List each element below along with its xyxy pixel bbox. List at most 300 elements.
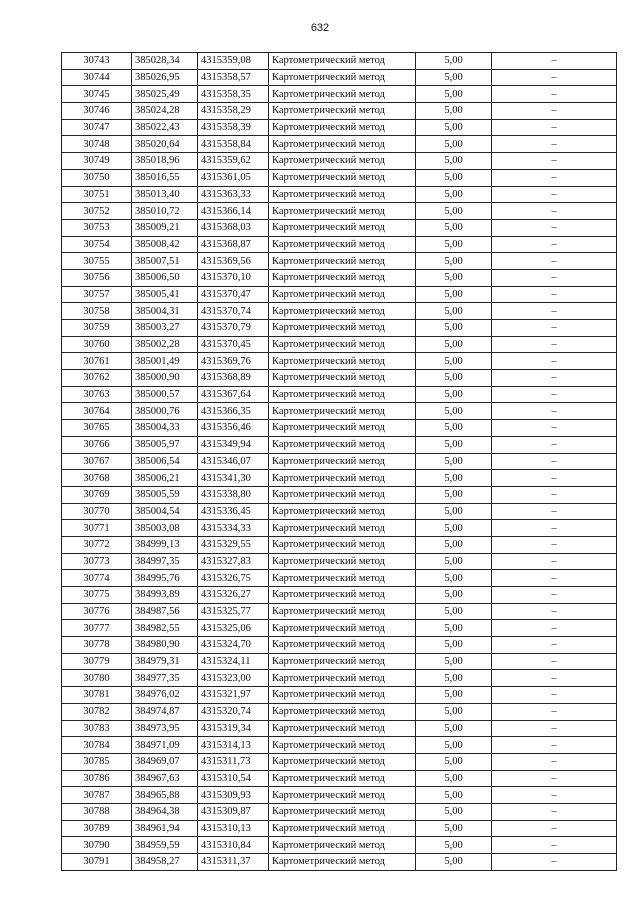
accuracy-cell: 5,00 [416, 503, 492, 520]
method-cell: Картометрический метод [269, 587, 416, 604]
y-coordinate-cell: 4315327,83 [198, 553, 269, 570]
y-coordinate-cell: 4315309,93 [198, 787, 269, 804]
method-cell: Картометрический метод [269, 453, 416, 470]
accuracy-cell: 5,00 [416, 86, 492, 103]
y-coordinate-cell: 4315368,89 [198, 370, 269, 387]
accuracy-cell: 5,00 [416, 136, 492, 153]
x-coordinate-cell: 385004,54 [132, 503, 198, 520]
accuracy-cell: 5,00 [416, 787, 492, 804]
point-number-cell: 30780 [62, 670, 132, 687]
x-coordinate-cell: 384974,87 [132, 703, 198, 720]
accuracy-cell: 5,00 [416, 169, 492, 186]
y-coordinate-cell: 4315309,87 [198, 803, 269, 820]
accuracy-cell: 5,00 [416, 687, 492, 704]
point-number-cell: 30761 [62, 353, 132, 370]
method-cell: Картометрический метод [269, 403, 416, 420]
note-cell: – [492, 503, 617, 520]
point-number-cell: 30787 [62, 787, 132, 804]
x-coordinate-cell: 385004,31 [132, 303, 198, 320]
x-coordinate-cell: 385004,33 [132, 420, 198, 437]
table-row [62, 69, 617, 86]
y-coordinate-cell: 4315325,77 [198, 603, 269, 620]
method-cell: Картометрический метод [269, 703, 416, 720]
note-cell: – [492, 119, 617, 136]
method-cell: Картометрический метод [269, 219, 416, 236]
x-coordinate-cell: 384982,55 [132, 620, 198, 637]
y-coordinate-cell: 4315358,84 [198, 136, 269, 153]
note-cell: – [492, 787, 617, 804]
accuracy-cell: 5,00 [416, 570, 492, 587]
table-row [62, 570, 617, 587]
y-coordinate-cell: 4315321,97 [198, 687, 269, 704]
point-number-cell: 30767 [62, 453, 132, 470]
y-coordinate-cell: 4315366,14 [198, 203, 269, 220]
point-number-cell: 30752 [62, 203, 132, 220]
y-coordinate-cell: 4315320,74 [198, 703, 269, 720]
table-row [62, 386, 617, 403]
note-cell: – [492, 803, 617, 820]
note-cell: – [492, 587, 617, 604]
point-number-cell: 30784 [62, 737, 132, 754]
table-row [62, 153, 617, 170]
accuracy-cell: 5,00 [416, 820, 492, 837]
x-coordinate-cell: 384976,02 [132, 687, 198, 704]
table-row [62, 453, 617, 470]
table-row [62, 86, 617, 103]
accuracy-cell: 5,00 [416, 69, 492, 86]
method-cell: Картометрический метод [269, 186, 416, 203]
y-coordinate-cell: 4315370,47 [198, 286, 269, 303]
coordinates-table [61, 52, 617, 871]
accuracy-cell: 5,00 [416, 119, 492, 136]
note-cell: – [492, 737, 617, 754]
method-cell: Картометрический метод [269, 420, 416, 437]
accuracy-cell: 5,00 [416, 703, 492, 720]
accuracy-cell: 5,00 [416, 370, 492, 387]
x-coordinate-cell: 384979,31 [132, 653, 198, 670]
method-cell: Картометрический метод [269, 737, 416, 754]
table-row [62, 770, 617, 787]
note-cell: – [492, 103, 617, 120]
note-cell: – [492, 236, 617, 253]
point-number-cell: 30747 [62, 119, 132, 136]
method-cell: Картометрический метод [269, 253, 416, 270]
x-coordinate-cell: 385009,21 [132, 219, 198, 236]
x-coordinate-cell: 385003,08 [132, 520, 198, 537]
point-number-cell: 30744 [62, 69, 132, 86]
note-cell: – [492, 653, 617, 670]
table-row [62, 803, 617, 820]
method-cell: Картометрический метод [269, 687, 416, 704]
table-row [62, 670, 617, 687]
x-coordinate-cell: 384987,56 [132, 603, 198, 620]
y-coordinate-cell: 4315370,10 [198, 269, 269, 286]
table-row [62, 520, 617, 537]
point-number-cell: 30743 [62, 53, 132, 70]
y-coordinate-cell: 4315326,75 [198, 570, 269, 587]
point-number-cell: 30755 [62, 253, 132, 270]
table-row [62, 637, 617, 654]
y-coordinate-cell: 4315341,30 [198, 470, 269, 487]
method-cell: Картометрический метод [269, 520, 416, 537]
point-number-cell: 30751 [62, 186, 132, 203]
accuracy-cell: 5,00 [416, 303, 492, 320]
table-row [62, 536, 617, 553]
note-cell: – [492, 186, 617, 203]
point-number-cell: 30745 [62, 86, 132, 103]
y-coordinate-cell: 4315368,03 [198, 219, 269, 236]
method-cell: Картометрический метод [269, 320, 416, 337]
table-row [62, 303, 617, 320]
method-cell: Картометрический метод [269, 69, 416, 86]
x-coordinate-cell: 385005,41 [132, 286, 198, 303]
note-cell: – [492, 603, 617, 620]
accuracy-cell: 5,00 [416, 436, 492, 453]
note-cell: – [492, 320, 617, 337]
accuracy-cell: 5,00 [416, 103, 492, 120]
x-coordinate-cell: 384999,13 [132, 536, 198, 553]
note-cell: – [492, 403, 617, 420]
y-coordinate-cell: 4315323,00 [198, 670, 269, 687]
point-number-cell: 30763 [62, 386, 132, 403]
point-number-cell: 30765 [62, 420, 132, 437]
method-cell: Картометрический метод [269, 470, 416, 487]
point-number-cell: 30782 [62, 703, 132, 720]
note-cell: – [492, 770, 617, 787]
accuracy-cell: 5,00 [416, 837, 492, 854]
y-coordinate-cell: 4315359,62 [198, 153, 269, 170]
note-cell: – [492, 386, 617, 403]
y-coordinate-cell: 4315358,29 [198, 103, 269, 120]
note-cell: – [492, 153, 617, 170]
table-row [62, 620, 617, 637]
x-coordinate-cell: 385010,72 [132, 203, 198, 220]
point-number-cell: 30753 [62, 219, 132, 236]
method-cell: Картометрический метод [269, 303, 416, 320]
table-row [62, 320, 617, 337]
table-row [62, 119, 617, 136]
y-coordinate-cell: 4315334,33 [198, 520, 269, 537]
point-number-cell: 30783 [62, 720, 132, 737]
method-cell: Картометрический метод [269, 787, 416, 804]
method-cell: Картометрический метод [269, 503, 416, 520]
method-cell: Картометрический метод [269, 119, 416, 136]
method-cell: Картометрический метод [269, 653, 416, 670]
method-cell: Картометрический метод [269, 770, 416, 787]
x-coordinate-cell: 385006,21 [132, 470, 198, 487]
accuracy-cell: 5,00 [416, 553, 492, 570]
x-coordinate-cell: 385006,50 [132, 269, 198, 286]
y-coordinate-cell: 4315370,79 [198, 320, 269, 337]
method-cell: Картометрический метод [269, 203, 416, 220]
x-coordinate-cell: 384965,88 [132, 787, 198, 804]
point-number-cell: 30748 [62, 136, 132, 153]
x-coordinate-cell: 385000,57 [132, 386, 198, 403]
x-coordinate-cell: 385022,43 [132, 119, 198, 136]
note-cell: – [492, 453, 617, 470]
point-number-cell: 30759 [62, 320, 132, 337]
note-cell: – [492, 720, 617, 737]
note-cell: – [492, 286, 617, 303]
y-coordinate-cell: 4315325,06 [198, 620, 269, 637]
y-coordinate-cell: 4315367,64 [198, 386, 269, 403]
x-coordinate-cell: 385020,64 [132, 136, 198, 153]
y-coordinate-cell: 4315324,11 [198, 653, 269, 670]
y-coordinate-cell: 4315319,34 [198, 720, 269, 737]
x-coordinate-cell: 384964,38 [132, 803, 198, 820]
table-row [62, 720, 617, 737]
table-row [62, 353, 617, 370]
accuracy-cell: 5,00 [416, 486, 492, 503]
point-number-cell: 30749 [62, 153, 132, 170]
accuracy-cell: 5,00 [416, 53, 492, 70]
y-coordinate-cell: 4315368,87 [198, 236, 269, 253]
accuracy-cell: 5,00 [416, 386, 492, 403]
table-body [62, 53, 617, 871]
point-number-cell: 30775 [62, 587, 132, 604]
table-row [62, 587, 617, 604]
accuracy-cell: 5,00 [416, 520, 492, 537]
y-coordinate-cell: 4315326,27 [198, 587, 269, 604]
table-row [62, 553, 617, 570]
point-number-cell: 30790 [62, 837, 132, 854]
point-number-cell: 30750 [62, 169, 132, 186]
point-number-cell: 30769 [62, 486, 132, 503]
note-cell: – [492, 620, 617, 637]
accuracy-cell: 5,00 [416, 420, 492, 437]
accuracy-cell: 5,00 [416, 253, 492, 270]
note-cell: – [492, 854, 617, 871]
method-cell: Картометрический метод [269, 803, 416, 820]
table-row [62, 236, 617, 253]
method-cell: Картометрический метод [269, 236, 416, 253]
method-cell: Картометрический метод [269, 169, 416, 186]
table-row [62, 820, 617, 837]
accuracy-cell: 5,00 [416, 269, 492, 286]
table-row [62, 136, 617, 153]
point-number-cell: 30773 [62, 553, 132, 570]
accuracy-cell: 5,00 [416, 286, 492, 303]
x-coordinate-cell: 385028,34 [132, 53, 198, 70]
table-row [62, 854, 617, 871]
y-coordinate-cell: 4315346,07 [198, 453, 269, 470]
note-cell: – [492, 203, 617, 220]
x-coordinate-cell: 384977,35 [132, 670, 198, 687]
point-number-cell: 30770 [62, 503, 132, 520]
method-cell: Картометрический метод [269, 837, 416, 854]
y-coordinate-cell: 4315349,94 [198, 436, 269, 453]
note-cell: – [492, 486, 617, 503]
table-row [62, 653, 617, 670]
note-cell: – [492, 169, 617, 186]
point-number-cell: 30771 [62, 520, 132, 537]
table-row [62, 269, 617, 286]
table-row [62, 503, 617, 520]
method-cell: Картометрический метод [269, 286, 416, 303]
point-number-cell: 30757 [62, 286, 132, 303]
accuracy-cell: 5,00 [416, 670, 492, 687]
point-number-cell: 30789 [62, 820, 132, 837]
note-cell: – [492, 536, 617, 553]
accuracy-cell: 5,00 [416, 536, 492, 553]
note-cell: – [492, 69, 617, 86]
table-row [62, 203, 617, 220]
method-cell: Картометрический метод [269, 570, 416, 587]
x-coordinate-cell: 385006,54 [132, 453, 198, 470]
method-cell: Картометрический метод [269, 353, 416, 370]
y-coordinate-cell: 4315310,84 [198, 837, 269, 854]
y-coordinate-cell: 4315358,35 [198, 86, 269, 103]
page-number: 632 [310, 22, 330, 34]
method-cell: Картометрический метод [269, 436, 416, 453]
table-row [62, 253, 617, 270]
note-cell: – [492, 753, 617, 770]
accuracy-cell: 5,00 [416, 720, 492, 737]
x-coordinate-cell: 385001,49 [132, 353, 198, 370]
point-number-cell: 30768 [62, 470, 132, 487]
y-coordinate-cell: 4315358,57 [198, 69, 269, 86]
y-coordinate-cell: 4315310,13 [198, 820, 269, 837]
y-coordinate-cell: 4315363,33 [198, 186, 269, 203]
point-number-cell: 30788 [62, 803, 132, 820]
table-row [62, 737, 617, 754]
point-number-cell: 30764 [62, 403, 132, 420]
point-number-cell: 30756 [62, 269, 132, 286]
method-cell: Картометрический метод [269, 153, 416, 170]
method-cell: Картометрический метод [269, 753, 416, 770]
accuracy-cell: 5,00 [416, 153, 492, 170]
y-coordinate-cell: 4315324,70 [198, 637, 269, 654]
x-coordinate-cell: 385025,49 [132, 86, 198, 103]
table-row [62, 753, 617, 770]
accuracy-cell: 5,00 [416, 653, 492, 670]
method-cell: Картометрический метод [269, 720, 416, 737]
x-coordinate-cell: 384961,94 [132, 820, 198, 837]
y-coordinate-cell: 4315356,46 [198, 420, 269, 437]
method-cell: Картометрический метод [269, 620, 416, 637]
y-coordinate-cell: 4315370,45 [198, 336, 269, 353]
note-cell: – [492, 370, 617, 387]
y-coordinate-cell: 4315310,54 [198, 770, 269, 787]
table-row [62, 436, 617, 453]
accuracy-cell: 5,00 [416, 403, 492, 420]
note-cell: – [492, 269, 617, 286]
accuracy-cell: 5,00 [416, 203, 492, 220]
x-coordinate-cell: 385000,76 [132, 403, 198, 420]
accuracy-cell: 5,00 [416, 803, 492, 820]
accuracy-cell: 5,00 [416, 320, 492, 337]
accuracy-cell: 5,00 [416, 637, 492, 654]
x-coordinate-cell: 384997,35 [132, 553, 198, 570]
method-cell: Картометрический метод [269, 553, 416, 570]
table-row [62, 169, 617, 186]
table-row [62, 53, 617, 70]
x-coordinate-cell: 385016,55 [132, 169, 198, 186]
accuracy-cell: 5,00 [416, 770, 492, 787]
note-cell: – [492, 637, 617, 654]
point-number-cell: 30772 [62, 536, 132, 553]
point-number-cell: 30760 [62, 336, 132, 353]
table-row [62, 420, 617, 437]
table-row [62, 219, 617, 236]
accuracy-cell: 5,00 [416, 353, 492, 370]
method-cell: Картометрический метод [269, 536, 416, 553]
y-coordinate-cell: 4315359,08 [198, 53, 269, 70]
method-cell: Картометрический метод [269, 86, 416, 103]
accuracy-cell: 5,00 [416, 470, 492, 487]
y-coordinate-cell: 4315366,35 [198, 403, 269, 420]
table-row [62, 837, 617, 854]
x-coordinate-cell: 384959,59 [132, 837, 198, 854]
y-coordinate-cell: 4315370,74 [198, 303, 269, 320]
point-number-cell: 30776 [62, 603, 132, 620]
method-cell: Картометрический метод [269, 136, 416, 153]
note-cell: – [492, 303, 617, 320]
note-cell: – [492, 219, 617, 236]
table-row [62, 403, 617, 420]
accuracy-cell: 5,00 [416, 236, 492, 253]
note-cell: – [492, 553, 617, 570]
x-coordinate-cell: 385018,96 [132, 153, 198, 170]
y-coordinate-cell: 4315314,13 [198, 737, 269, 754]
point-number-cell: 30758 [62, 303, 132, 320]
table-row [62, 336, 617, 353]
note-cell: – [492, 336, 617, 353]
accuracy-cell: 5,00 [416, 336, 492, 353]
accuracy-cell: 5,00 [416, 854, 492, 871]
note-cell: – [492, 253, 617, 270]
point-number-cell: 30746 [62, 103, 132, 120]
y-coordinate-cell: 4315311,37 [198, 854, 269, 871]
note-cell: – [492, 420, 617, 437]
accuracy-cell: 5,00 [416, 620, 492, 637]
point-number-cell: 30754 [62, 236, 132, 253]
x-coordinate-cell: 385024,28 [132, 103, 198, 120]
method-cell: Картометрический метод [269, 386, 416, 403]
point-number-cell: 30785 [62, 753, 132, 770]
method-cell: Картометрический метод [269, 603, 416, 620]
point-number-cell: 30786 [62, 770, 132, 787]
table-row [62, 286, 617, 303]
x-coordinate-cell: 385005,59 [132, 486, 198, 503]
point-number-cell: 30781 [62, 687, 132, 704]
method-cell: Картометрический метод [269, 854, 416, 871]
table-row [62, 486, 617, 503]
y-coordinate-cell: 4315369,56 [198, 253, 269, 270]
accuracy-cell: 5,00 [416, 753, 492, 770]
x-coordinate-cell: 385002,28 [132, 336, 198, 353]
note-cell: – [492, 703, 617, 720]
point-number-cell: 30777 [62, 620, 132, 637]
x-coordinate-cell: 384967,63 [132, 770, 198, 787]
x-coordinate-cell: 384973,95 [132, 720, 198, 737]
x-coordinate-cell: 384958,27 [132, 854, 198, 871]
method-cell: Картометрический метод [269, 670, 416, 687]
table-row [62, 470, 617, 487]
note-cell: – [492, 136, 617, 153]
table-row [62, 787, 617, 804]
note-cell: – [492, 53, 617, 70]
x-coordinate-cell: 384971,09 [132, 737, 198, 754]
point-number-cell: 30766 [62, 436, 132, 453]
accuracy-cell: 5,00 [416, 603, 492, 620]
note-cell: – [492, 520, 617, 537]
x-coordinate-cell: 385005,97 [132, 436, 198, 453]
method-cell: Картометрический метод [269, 269, 416, 286]
point-number-cell: 30778 [62, 637, 132, 654]
y-coordinate-cell: 4315311,73 [198, 753, 269, 770]
table-row [62, 186, 617, 203]
